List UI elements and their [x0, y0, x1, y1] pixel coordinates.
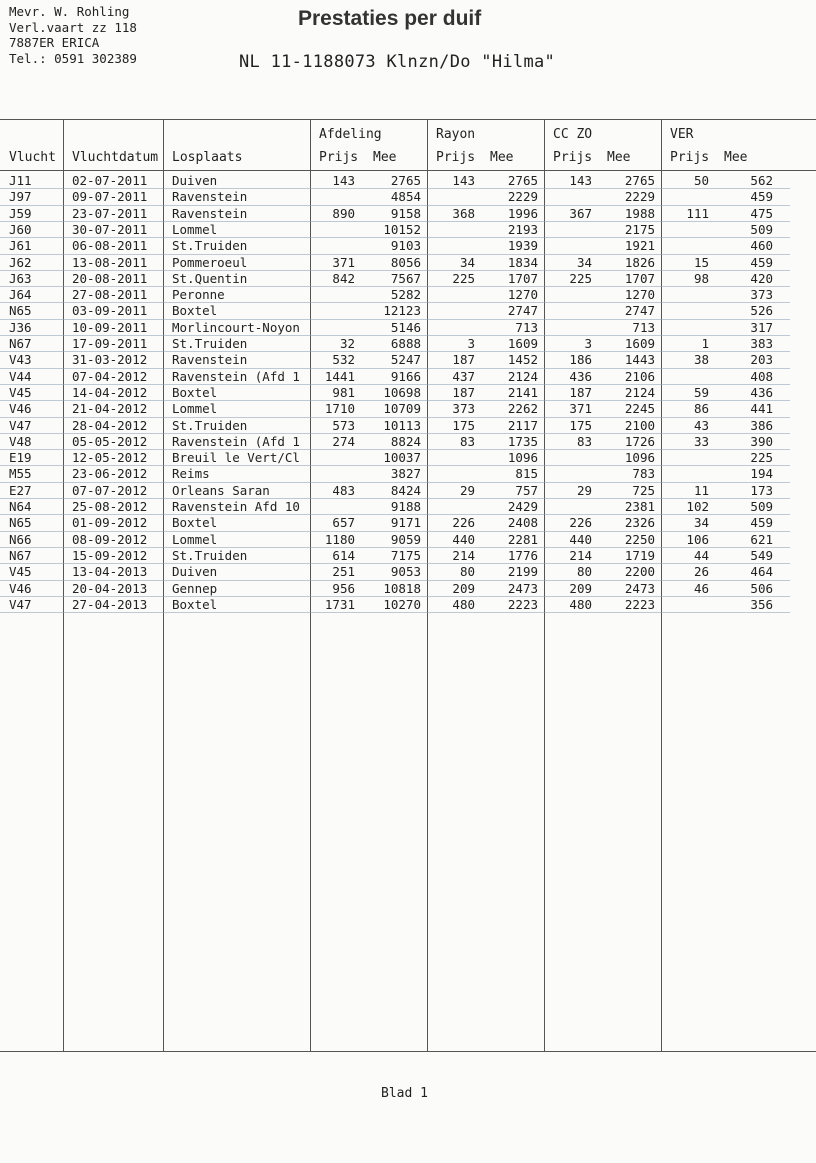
cell-cc-mee: 2326	[624, 515, 655, 531]
cell-datum: 28-04-2012	[72, 417, 148, 433]
header-afd-prijs: Prijs	[319, 150, 359, 165]
cell-losplaats: Ravenstein	[172, 205, 248, 221]
cell-vlucht: J97	[9, 189, 32, 205]
cell-afd-mee: 10152	[383, 221, 421, 237]
cell-datum: 21-04-2012	[72, 401, 148, 417]
page-title: Prestaties per duif	[298, 7, 482, 30]
header-losplaats: Losplaats	[172, 150, 243, 165]
cell-vlucht: V46	[9, 580, 32, 596]
cell-ver-mee: 549	[750, 547, 773, 563]
cell-ver-mee: 562	[750, 173, 773, 188]
header-ray-mee: Mee	[490, 150, 514, 165]
cell-datum: 13-04-2013	[72, 564, 148, 580]
cell-ray-mee: 1707	[507, 270, 538, 286]
cell-ray-mee: 2765	[507, 173, 538, 188]
cell-ray-prijs: 437	[452, 368, 475, 384]
cell-vlucht: J61	[9, 238, 32, 254]
cell-ver-mee: 509	[750, 221, 773, 237]
cell-cc-mee: 2100	[624, 417, 655, 433]
cell-ray-mee: 1776	[507, 547, 538, 563]
cell-datum: 27-04-2013	[72, 596, 148, 612]
cell-datum: 10-09-2011	[72, 319, 148, 335]
cell-datum: 09-07-2011	[72, 189, 148, 205]
cell-ray-prijs: 226	[452, 515, 475, 531]
cell-ver-prijs: 102	[686, 499, 709, 514]
cell-ray-prijs: 214	[452, 547, 475, 563]
cell-losplaats: Boxtel	[172, 515, 218, 531]
cell-cc-prijs: 29	[576, 482, 592, 498]
cell-ver-mee: 441	[750, 401, 773, 417]
cell-ver-prijs: 34	[693, 515, 709, 531]
cell-vlucht: N65	[9, 515, 32, 531]
cell-cc-mee: 2106	[624, 368, 655, 384]
cell-cc-mee: 783	[632, 466, 655, 482]
cell-ray-mee: 2429	[507, 499, 538, 514]
cell-ver-prijs: 50	[693, 173, 709, 188]
table-bottom-border	[0, 1051, 816, 1052]
cell-afd-mee: 9103	[390, 238, 421, 254]
cell-vlucht: V46	[9, 401, 32, 417]
cell-afd-mee: 7175	[390, 547, 421, 563]
cell-vlucht: J59	[9, 205, 32, 221]
cell-ver-mee: 621	[750, 531, 773, 547]
cell-cc-prijs: 440	[569, 531, 592, 547]
cell-afd-mee: 2765	[390, 173, 421, 188]
cell-ver-prijs: 15	[693, 254, 709, 270]
pigeon-id: NL 11-1188073 Klnzn/Do "Hilma"	[239, 52, 556, 72]
cell-ver-prijs: 26	[693, 564, 709, 580]
header-afd-mee: Mee	[373, 150, 397, 165]
cell-cc-prijs: 3	[584, 336, 592, 351]
cell-losplaats: Boxtel	[172, 596, 218, 612]
cell-afd-prijs: 32	[339, 336, 355, 351]
owner-address	[9, 4, 137, 66]
cell-afd-prijs: 371	[332, 254, 355, 270]
cell-ray-mee: 2141	[507, 384, 538, 400]
cell-afd-mee: 5247	[390, 352, 421, 368]
cell-ray-mee: 757	[515, 482, 538, 498]
cell-afd-prijs: 573	[332, 417, 355, 433]
cell-ray-mee: 2408	[507, 515, 538, 531]
cell-losplaats: Orleans Saran	[172, 482, 270, 498]
cell-ver-prijs: 46	[693, 580, 709, 596]
cell-ray-prijs: 187	[452, 352, 475, 368]
header-vluchtdatum: Vluchtdatum	[72, 150, 159, 165]
cell-ver-mee: 356	[750, 596, 773, 612]
cell-cc-mee: 713	[632, 319, 655, 335]
owner-city: 7887ER ERICA	[9, 35, 100, 50]
cell-ray-mee: 1834	[507, 254, 538, 270]
cell-datum: 08-09-2012	[72, 531, 148, 547]
cell-losplaats: Reims	[172, 466, 210, 482]
cell-cc-prijs: 226	[569, 515, 592, 531]
cell-losplaats: Ravenstein Afd 10	[172, 499, 300, 514]
cell-afd-prijs: 890	[332, 205, 355, 221]
column-divider	[163, 119, 164, 1051]
cell-datum: 17-09-2011	[72, 336, 148, 351]
header-afdeling: Afdeling	[319, 127, 382, 142]
cell-ray-mee: 2281	[507, 531, 538, 547]
cell-losplaats: Ravenstein	[172, 189, 248, 205]
cell-ray-mee: 2199	[507, 564, 538, 580]
cell-ver-mee: 373	[750, 287, 773, 303]
cell-vlucht: J60	[9, 221, 32, 237]
cell-cc-prijs: 225	[569, 270, 592, 286]
cell-ver-mee: 390	[750, 433, 773, 449]
cell-afd-mee: 5146	[390, 319, 421, 335]
cell-ver-mee: 173	[750, 482, 773, 498]
cell-datum: 12-05-2012	[72, 450, 148, 466]
cell-ray-prijs: 373	[452, 401, 475, 417]
cell-cc-mee: 1707	[624, 270, 655, 286]
cell-ray-mee: 2229	[507, 189, 538, 205]
cell-datum: 02-07-2011	[72, 173, 148, 188]
header-vlucht: Vlucht	[9, 150, 56, 165]
cell-ver-prijs: 33	[693, 433, 709, 449]
cell-vlucht: M55	[9, 466, 32, 482]
cell-vlucht: V44	[9, 368, 32, 384]
cell-ver-mee: 459	[750, 189, 773, 205]
cell-afd-prijs: 657	[332, 515, 355, 531]
cell-cc-mee: 2765	[624, 173, 655, 188]
header-ver-mee: Mee	[724, 150, 748, 165]
cell-vlucht: J63	[9, 270, 32, 286]
cell-datum: 05-05-2012	[72, 433, 148, 449]
cell-datum: 07-04-2012	[72, 368, 148, 384]
cell-ray-mee: 2193	[507, 221, 538, 237]
cell-losplaats: Breuil le Vert/Cl	[172, 450, 300, 466]
cell-ver-mee: 464	[750, 564, 773, 580]
header-ver-prijs: Prijs	[670, 150, 710, 165]
cell-vlucht: J62	[9, 254, 32, 270]
cell-ver-prijs: 1	[701, 336, 709, 351]
cell-afd-mee: 5282	[390, 287, 421, 303]
cell-ray-mee: 1452	[507, 352, 538, 368]
header-rayon: Rayon	[436, 127, 476, 142]
cell-cc-mee: 2245	[624, 401, 655, 417]
cell-ray-mee: 713	[515, 319, 538, 335]
cell-ver-mee: 420	[750, 270, 773, 286]
cell-ray-prijs: 83	[459, 433, 475, 449]
cell-vlucht: N64	[9, 499, 32, 514]
cell-afd-mee: 8824	[390, 433, 421, 449]
cell-afd-mee: 10709	[383, 401, 421, 417]
cell-cc-prijs: 480	[569, 596, 592, 612]
cell-cc-mee: 1988	[624, 205, 655, 221]
cell-ver-mee: 408	[750, 368, 773, 384]
cell-ray-prijs: 29	[459, 482, 475, 498]
cell-afd-mee: 7567	[390, 270, 421, 286]
cell-losplaats: Ravenstein (Afd 1	[172, 433, 300, 449]
cell-cc-prijs: 80	[576, 564, 592, 580]
table-header-border	[0, 170, 816, 171]
cell-afd-mee: 9053	[390, 564, 421, 580]
cell-ray-mee: 2117	[507, 417, 538, 433]
cell-ver-mee: 459	[750, 254, 773, 270]
cell-afd-prijs: 956	[332, 580, 355, 596]
cell-cc-mee: 1270	[624, 287, 655, 303]
cell-vlucht: E27	[9, 482, 32, 498]
cell-ver-mee: 526	[750, 303, 773, 319]
cell-ver-prijs: 43	[693, 417, 709, 433]
cell-losplaats: St.Truiden	[172, 417, 248, 433]
cell-ray-mee: 1939	[507, 238, 538, 254]
cell-ray-prijs: 480	[452, 596, 475, 612]
cell-ver-mee: 225	[750, 450, 773, 466]
page-number: Blad 1	[381, 1086, 428, 1101]
cell-ray-mee: 1996	[507, 205, 538, 221]
cell-ver-prijs: 44	[693, 547, 709, 563]
cell-afd-mee: 6888	[390, 336, 421, 351]
cell-losplaats: St.Truiden	[172, 547, 248, 563]
header-cc-mee: Mee	[607, 150, 631, 165]
header-ver: VER	[670, 127, 694, 142]
cell-ray-mee: 1096	[507, 450, 538, 466]
cell-datum: 01-09-2012	[72, 515, 148, 531]
cell-ver-mee: 194	[750, 466, 773, 482]
cell-datum: 20-08-2011	[72, 270, 148, 286]
cell-afd-mee: 9188	[390, 499, 421, 514]
cell-cc-mee: 1726	[624, 433, 655, 449]
cell-losplaats: Duiven	[172, 173, 218, 188]
cell-ray-prijs: 225	[452, 270, 475, 286]
cell-datum: 27-08-2011	[72, 287, 148, 303]
cell-ray-prijs: 143	[452, 173, 475, 188]
cell-losplaats: Boxtel	[172, 384, 218, 400]
cell-afd-mee: 9166	[390, 368, 421, 384]
header-cc-prijs: Prijs	[553, 150, 593, 165]
cell-ray-prijs: 368	[452, 205, 475, 221]
cell-losplaats: St.Quentin	[172, 270, 248, 286]
cell-vlucht: E19	[9, 450, 32, 466]
cell-afd-prijs: 1710	[324, 401, 355, 417]
cell-losplaats: Morlincourt-Noyon	[172, 319, 300, 335]
cell-ray-mee: 1609	[507, 336, 538, 351]
cell-datum: 06-08-2011	[72, 238, 148, 254]
cell-cc-prijs: 209	[569, 580, 592, 596]
cell-vlucht: V43	[9, 352, 32, 368]
cell-losplaats: Lommel	[172, 221, 218, 237]
cell-afd-mee: 4854	[390, 189, 421, 205]
cell-vlucht: N66	[9, 531, 32, 547]
cell-afd-mee: 12123	[383, 303, 421, 319]
header-ray-prijs: Prijs	[436, 150, 476, 165]
cell-cc-mee: 2200	[624, 564, 655, 580]
cell-vlucht: V47	[9, 596, 32, 612]
cell-vlucht: J64	[9, 287, 32, 303]
cell-datum: 13-08-2011	[72, 254, 148, 270]
cell-cc-mee: 2229	[624, 189, 655, 205]
cell-ver-prijs: 111	[686, 205, 709, 221]
cell-ver-mee: 203	[750, 352, 773, 368]
cell-afd-mee: 9158	[390, 205, 421, 221]
cell-ver-mee: 317	[750, 319, 773, 335]
cell-afd-prijs: 842	[332, 270, 355, 286]
cell-losplaats: Pommeroeul	[172, 254, 248, 270]
column-divider	[63, 119, 64, 1051]
cell-afd-prijs: 532	[332, 352, 355, 368]
cell-afd-prijs: 143	[332, 173, 355, 188]
owner-phone: Tel.: 0591 302389	[9, 50, 137, 66]
cell-vlucht: V45	[9, 564, 32, 580]
cell-cc-mee: 2747	[624, 303, 655, 319]
cell-cc-mee: 725	[632, 482, 655, 498]
cell-afd-mee: 10037	[383, 450, 421, 466]
cell-datum: 14-04-2012	[72, 384, 148, 400]
cell-afd-prijs: 1180	[324, 531, 355, 547]
cell-vlucht: J11	[9, 173, 32, 188]
cell-cc-mee: 2250	[624, 531, 655, 547]
cell-cc-prijs: 367	[569, 205, 592, 221]
owner-street: Verl.vaart zz 118	[9, 19, 137, 35]
cell-afd-mee: 10818	[383, 580, 421, 596]
cell-vlucht: N65	[9, 303, 32, 319]
cell-ver-mee: 506	[750, 580, 773, 596]
cell-datum: 07-07-2012	[72, 482, 148, 498]
cell-cc-mee: 1443	[624, 352, 655, 368]
cell-ray-mee: 1735	[507, 433, 538, 449]
cell-ray-mee: 2473	[507, 580, 538, 596]
cell-vlucht: V47	[9, 417, 32, 433]
cell-vlucht: J36	[9, 319, 32, 335]
cell-afd-mee: 8424	[390, 482, 421, 498]
cell-cc-prijs: 143	[569, 173, 592, 188]
cell-cc-prijs: 371	[569, 401, 592, 417]
cell-ray-mee: 2262	[507, 401, 538, 417]
cell-ray-mee: 2747	[507, 303, 538, 319]
cell-afd-prijs: 614	[332, 547, 355, 563]
cell-ray-mee: 815	[515, 466, 538, 482]
cell-datum: 23-06-2012	[72, 466, 148, 482]
cell-ray-prijs: 209	[452, 580, 475, 596]
cell-afd-prijs: 1731	[324, 596, 355, 612]
cell-datum: 15-09-2012	[72, 547, 148, 563]
cell-losplaats: Lommel	[172, 531, 218, 547]
cell-ver-mee: 460	[750, 238, 773, 254]
cell-cc-prijs: 175	[569, 417, 592, 433]
cell-ray-mee: 2124	[507, 368, 538, 384]
cell-ver-prijs: 38	[693, 352, 709, 368]
cell-datum: 23-07-2011	[72, 205, 148, 221]
cell-losplaats: Peronne	[172, 287, 225, 303]
cell-losplaats: Ravenstein (Afd 1	[172, 368, 300, 384]
cell-ver-prijs: 98	[693, 270, 709, 286]
cell-datum: 20-04-2013	[72, 580, 148, 596]
cell-cc-prijs: 187	[569, 384, 592, 400]
cell-losplaats: Lommel	[172, 401, 218, 417]
cell-cc-mee: 1921	[624, 238, 655, 254]
cell-afd-mee: 3827	[390, 466, 421, 482]
cell-vlucht: N67	[9, 547, 32, 563]
cell-vlucht: V48	[9, 433, 32, 449]
cell-ray-mee: 2223	[507, 596, 538, 612]
cell-afd-mee: 10698	[383, 384, 421, 400]
cell-ray-prijs: 34	[459, 254, 475, 270]
cell-losplaats: Boxtel	[172, 303, 218, 319]
cell-ver-mee: 509	[750, 499, 773, 514]
cell-datum: 03-09-2011	[72, 303, 148, 319]
cell-cc-prijs: 186	[569, 352, 592, 368]
cell-ver-mee: 459	[750, 515, 773, 531]
cell-ver-mee: 383	[750, 336, 773, 351]
cell-ver-prijs: 86	[693, 401, 709, 417]
cell-losplaats: St.Truiden	[172, 336, 248, 351]
cell-afd-mee: 8056	[390, 254, 421, 270]
cell-cc-prijs: 34	[576, 254, 592, 270]
cell-cc-prijs: 436	[569, 368, 592, 384]
cell-ver-mee: 436	[750, 384, 773, 400]
cell-ray-prijs: 175	[452, 417, 475, 433]
cell-ver-prijs: 106	[686, 531, 709, 547]
cell-datum: 31-03-2012	[72, 352, 148, 368]
cell-losplaats: Ravenstein	[172, 352, 248, 368]
cell-datum: 30-07-2011	[72, 221, 148, 237]
cell-ver-mee: 475	[750, 205, 773, 221]
cell-afd-mee: 9171	[390, 515, 421, 531]
cell-losplaats: Gennep	[172, 580, 218, 596]
cell-afd-prijs: 251	[332, 564, 355, 580]
cell-ver-prijs: 11	[693, 482, 709, 498]
cell-afd-prijs: 981	[332, 384, 355, 400]
cell-losplaats: St.Truiden	[172, 238, 248, 254]
cell-ver-prijs: 59	[693, 384, 709, 400]
cell-afd-prijs: 274	[332, 433, 355, 449]
cell-cc-mee: 2124	[624, 384, 655, 400]
cell-cc-prijs: 83	[576, 433, 592, 449]
cell-afd-prijs: 483	[332, 482, 355, 498]
table-top-border	[0, 119, 816, 120]
owner-name: Mevr. W. Rohling	[9, 4, 130, 19]
cell-vlucht: N67	[9, 336, 32, 351]
cell-ver-mee: 386	[750, 417, 773, 433]
cell-cc-mee: 2223	[624, 596, 655, 612]
cell-ray-prijs: 3	[467, 336, 475, 351]
cell-afd-prijs: 1441	[324, 368, 355, 384]
cell-cc-mee: 2381	[624, 499, 655, 514]
cell-cc-mee: 2473	[624, 580, 655, 596]
cell-cc-mee: 2175	[624, 221, 655, 237]
cell-datum: 25-08-2012	[72, 499, 148, 514]
cell-losplaats: Duiven	[172, 564, 218, 580]
cell-ray-prijs: 187	[452, 384, 475, 400]
cell-cc-mee: 1719	[624, 547, 655, 563]
cell-afd-mee: 10270	[383, 596, 421, 612]
cell-vlucht: V45	[9, 384, 32, 400]
cell-cc-mee: 1609	[624, 336, 655, 351]
cell-cc-prijs: 214	[569, 547, 592, 563]
cell-cc-mee: 1096	[624, 450, 655, 466]
cell-afd-mee: 10113	[383, 417, 421, 433]
cell-afd-mee: 9059	[390, 531, 421, 547]
cell-ray-mee: 1270	[507, 287, 538, 303]
cell-ray-prijs: 80	[459, 564, 475, 580]
cell-ray-prijs: 440	[452, 531, 475, 547]
cell-cc-mee: 1826	[624, 254, 655, 270]
header-cczo: CC ZO	[553, 127, 593, 142]
